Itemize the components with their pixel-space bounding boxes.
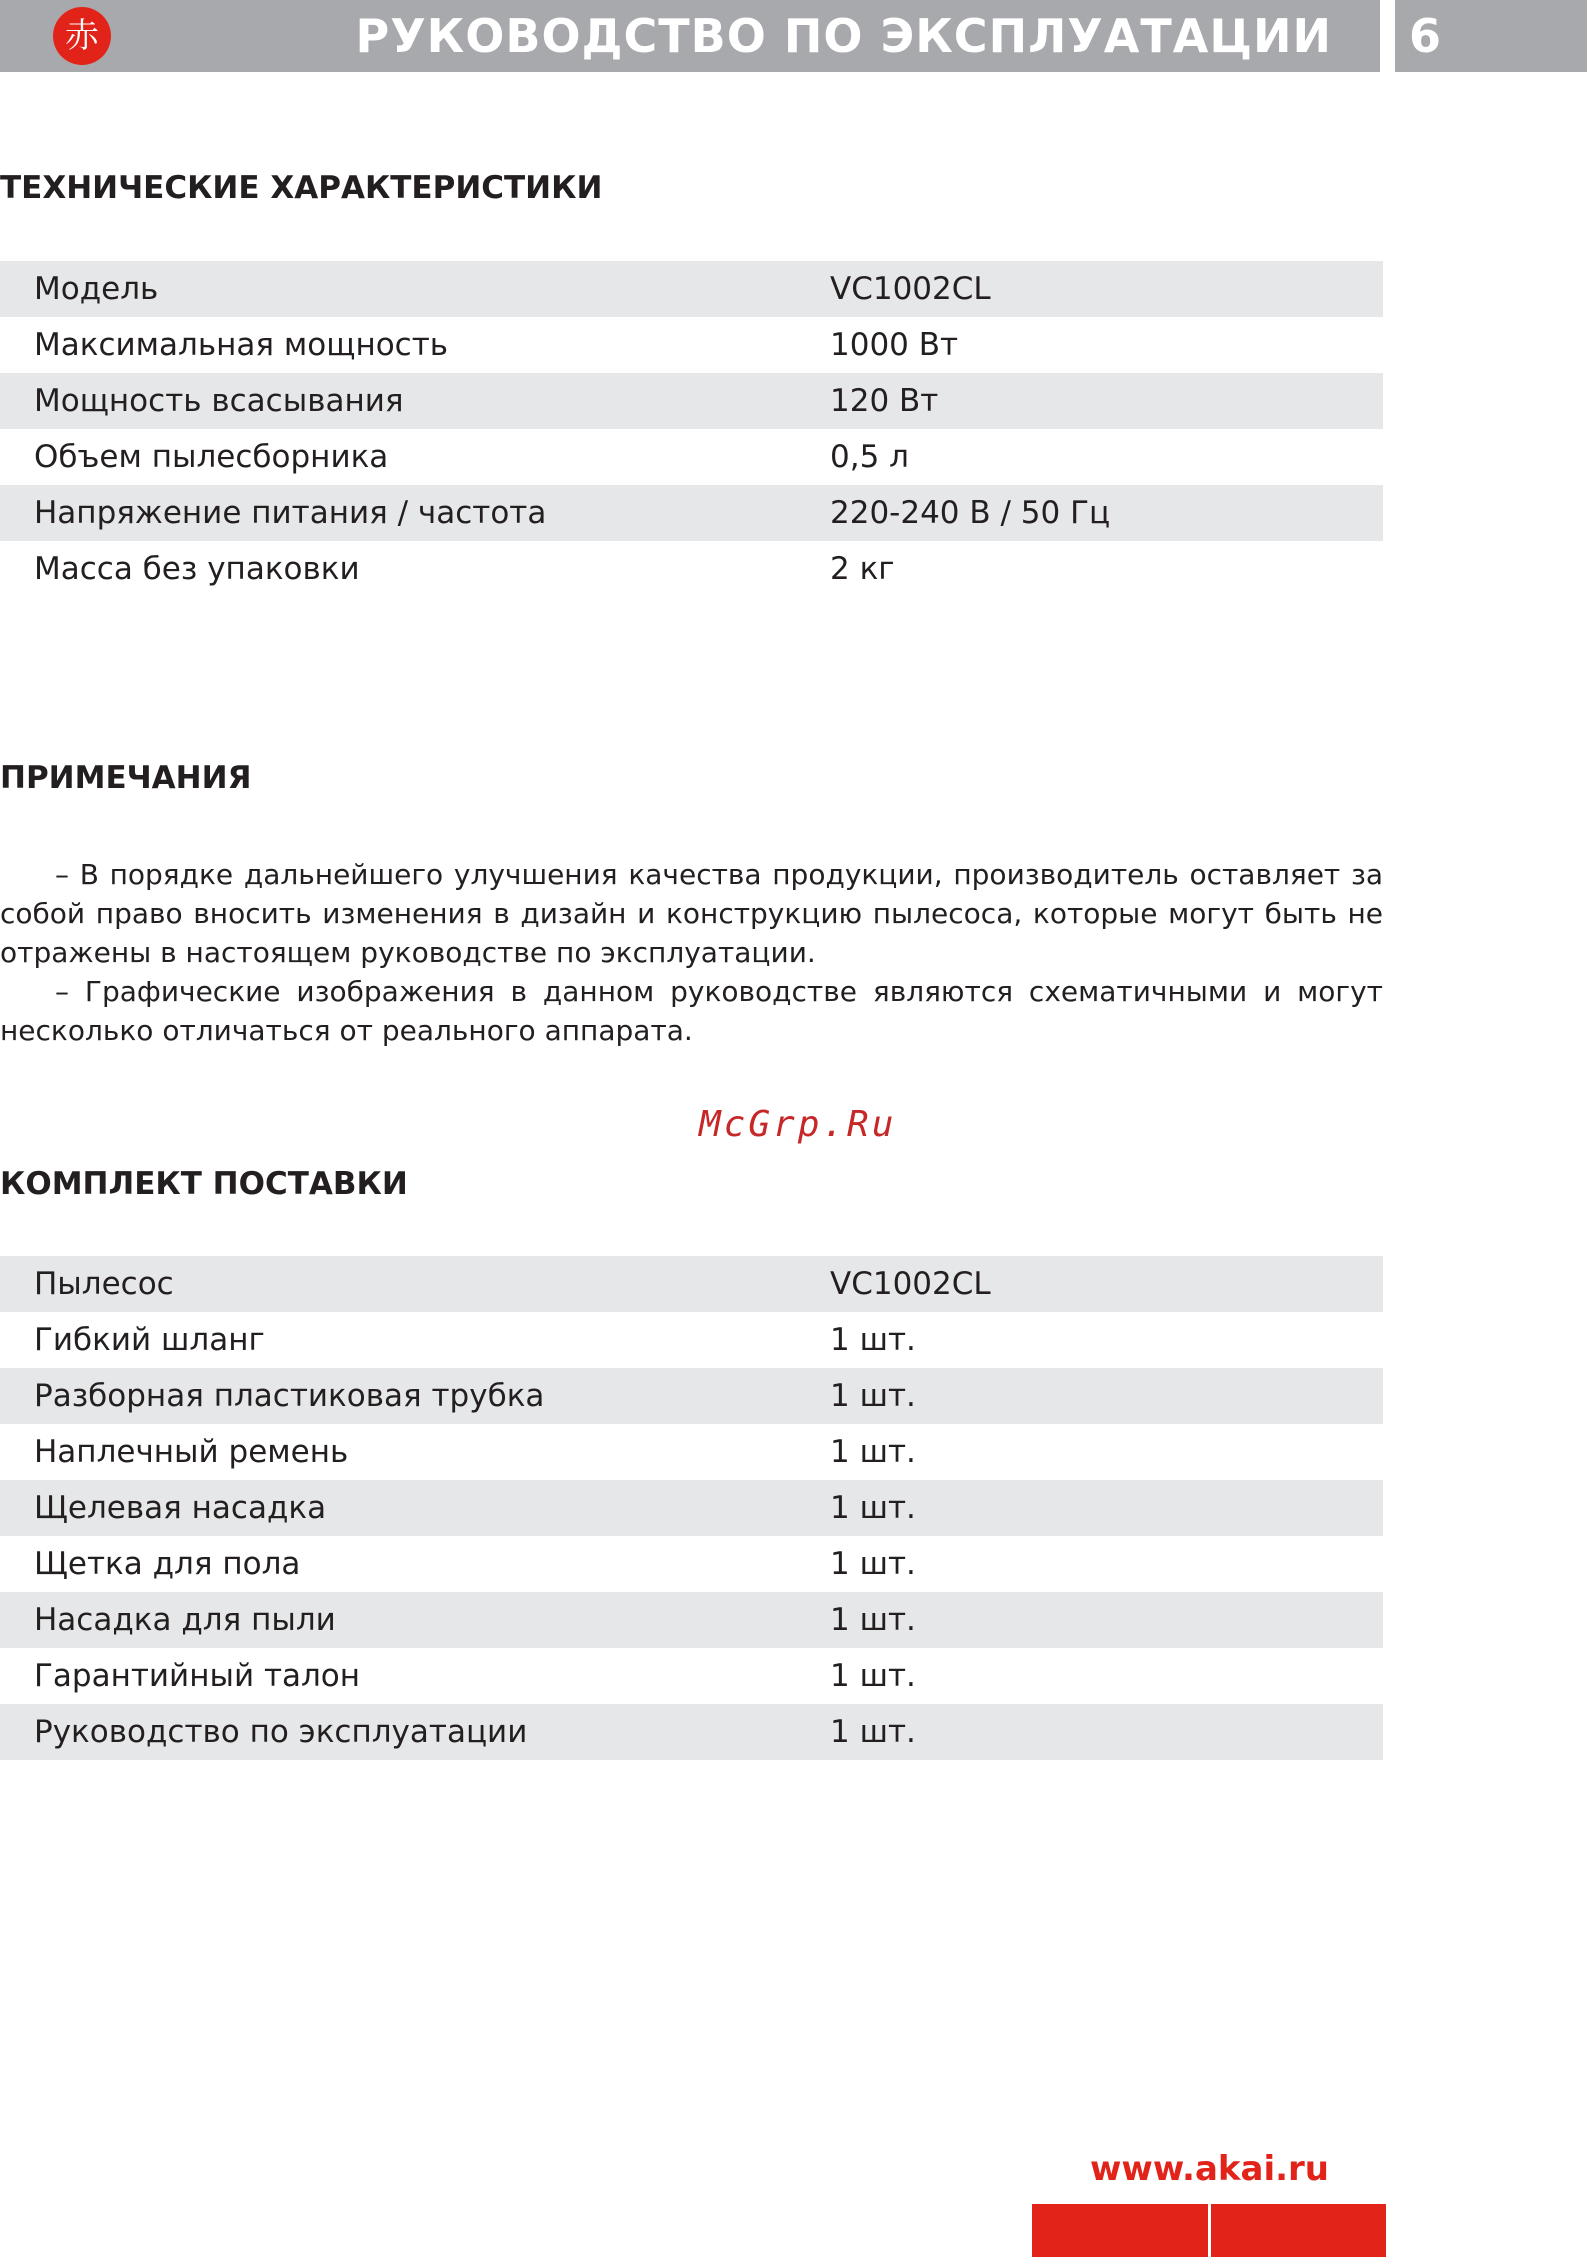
row-label: Щетка для пола: [34, 1546, 301, 1582]
row-label: Напряжение питания / частота: [34, 495, 547, 531]
notes-text: [0, 855, 1383, 1050]
table-row: [0, 1480, 1383, 1536]
row-label: Пылесос: [34, 1266, 174, 1302]
row-value: 0,5 л: [830, 439, 909, 475]
row-value: 1 шт.: [830, 1434, 916, 1470]
table-row: [0, 317, 1383, 373]
row-value: 1 шт.: [830, 1602, 916, 1638]
footer-bar: [1032, 2204, 1208, 2257]
row-value: 120 Вт: [830, 383, 939, 419]
header-bar: [0, 0, 1380, 72]
row-label: Объем пылесборника: [34, 439, 389, 475]
note-paragraph: – Графические изображения в данном руководстве являются схематичными и могут несколько отличаться от реального аппарата.: [0, 975, 1383, 1047]
table-row: [0, 1592, 1383, 1648]
specs-heading: ТЕХНИЧЕСКИЕ ХАРАКТЕРИСТИКИ: [0, 170, 603, 206]
table-row: [0, 1424, 1383, 1480]
table-row: [0, 541, 1383, 597]
table-row: [0, 1536, 1383, 1592]
row-label: Модель: [34, 271, 159, 307]
header-title: РУКОВОДСТВО ПО ЭКСПЛУАТАЦИИ: [355, 9, 1332, 63]
table-row: [0, 1368, 1383, 1424]
table-row: [0, 373, 1383, 429]
notes-heading: ПРИМЕЧАНИЯ: [0, 760, 252, 796]
akai-logo-icon: 赤: [53, 7, 111, 65]
row-value: 220-240 В / 50 Гц: [830, 495, 1111, 531]
row-value: 1000 Вт: [830, 327, 959, 363]
row-value: 1 шт.: [830, 1378, 916, 1414]
row-value: 2 кг: [830, 551, 895, 587]
row-value: 1 шт.: [830, 1658, 916, 1694]
row-label: Мощность всасывания: [34, 383, 404, 419]
watermark: McGrp.Ru: [699, 1104, 897, 1145]
row-value: 1 шт.: [830, 1322, 916, 1358]
table-row: [0, 261, 1383, 317]
row-label: Максимальная мощность: [34, 327, 449, 363]
footer-website-link[interactable]: www.akai.ru: [1090, 2149, 1330, 2189]
row-label: Щелевая насадка: [34, 1490, 327, 1526]
row-value: 1 шт.: [830, 1714, 916, 1750]
row-label: Масса без упаковки: [34, 551, 360, 587]
row-label: Гибкий шланг: [34, 1322, 265, 1358]
page-number-box: [1395, 0, 1587, 72]
footer-bar: [1211, 2204, 1386, 2257]
row-value: 1 шт.: [830, 1546, 916, 1582]
row-label: Гарантийный талон: [34, 1658, 361, 1694]
page-number: 6: [1409, 9, 1442, 63]
row-label: Наплечный ремень: [34, 1434, 349, 1470]
row-label: Руководство по эксплуатации: [34, 1714, 528, 1750]
table-row: [0, 485, 1383, 541]
specs-table: [0, 261, 1383, 597]
table-row: [0, 1704, 1383, 1760]
row-value: VC1002CL: [830, 1266, 991, 1302]
row-value: 1 шт.: [830, 1490, 916, 1526]
kit-table: [0, 1256, 1383, 1760]
row-value: VC1002CL: [830, 271, 991, 307]
row-label: Насадка для пыли: [34, 1602, 336, 1638]
table-row: [0, 1256, 1383, 1312]
kit-heading: КОМПЛЕКТ ПОСТАВКИ: [0, 1166, 408, 1202]
table-row: [0, 1312, 1383, 1368]
note-paragraph: – В порядке дальнейшего улучшения качества продукции, производитель оставляет за собой право вносить изменения в дизайн и конструкцию пылесоса, которые могут быть не отражены в настоящем руководстве по эксплуатации.: [0, 858, 1383, 969]
row-label: Разборная пластиковая трубка: [34, 1378, 545, 1414]
table-row: [0, 429, 1383, 485]
table-row: [0, 1648, 1383, 1704]
